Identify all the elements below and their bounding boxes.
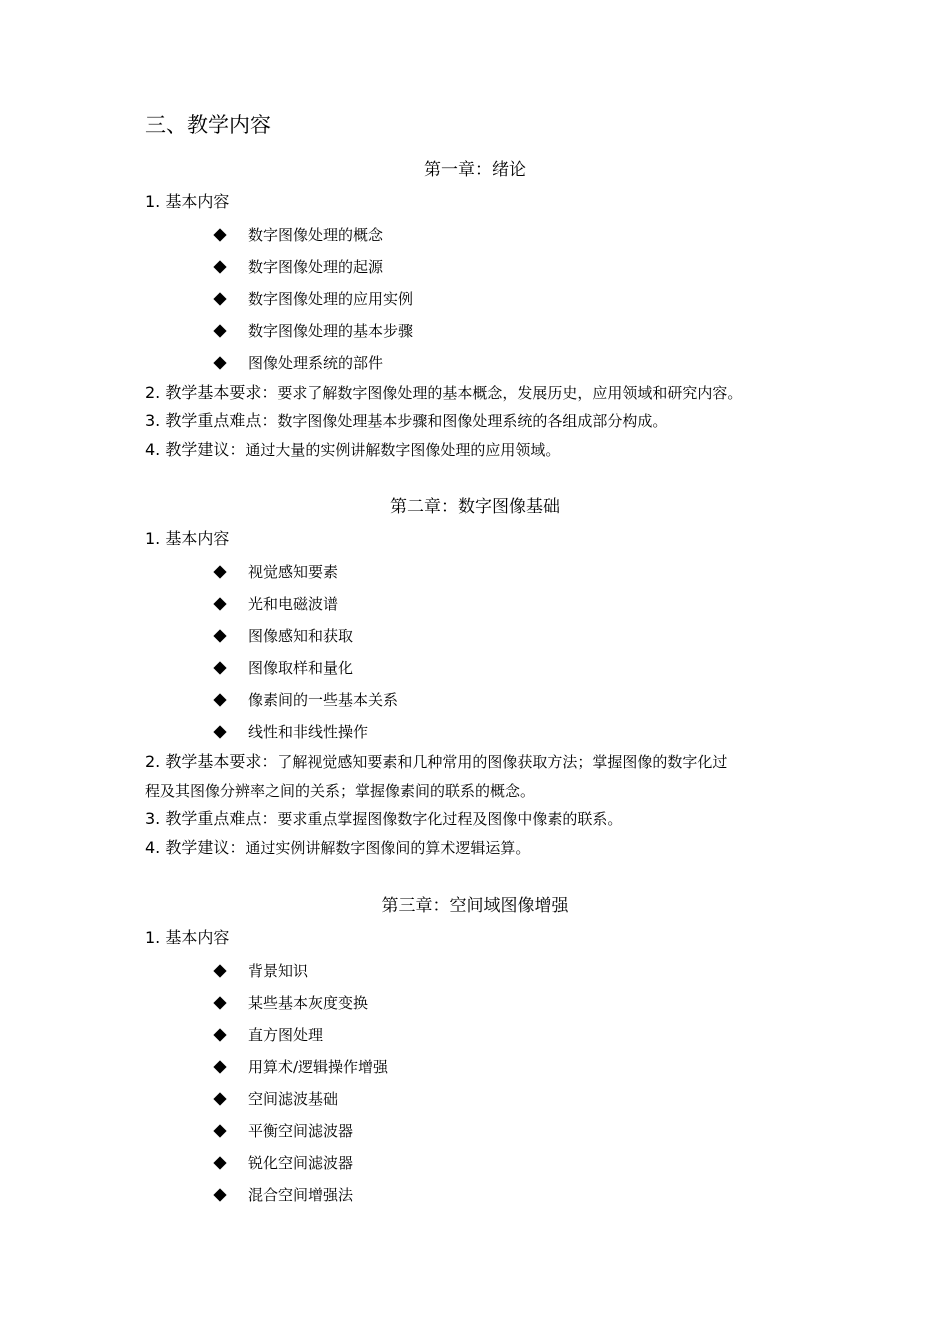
key-points-text: 数字图像处理基本步骤和图像处理系统的各组成部分构成。 xyxy=(277,412,668,430)
chapter-2-requirements xyxy=(145,751,727,773)
list-item-text: 视觉感知要素 xyxy=(248,563,339,581)
list-item xyxy=(212,288,413,310)
diamond-bullet-icon xyxy=(213,725,226,738)
diamond-bullet-icon xyxy=(213,1124,226,1137)
chapter-2-key-points xyxy=(145,808,622,830)
list-item-text: 光和电磁波谱 xyxy=(248,595,339,613)
diamond-bullet-icon xyxy=(213,356,226,369)
requirements-text: 了解视觉感知要素和几种常用的图像获取方法；掌握图像的数字化过 xyxy=(277,753,728,771)
list-item xyxy=(212,1120,353,1142)
diamond-bullet-icon xyxy=(213,1092,226,1105)
diamond-bullet-icon xyxy=(213,661,226,674)
diamond-bullet-icon xyxy=(213,693,226,706)
diamond-bullet-icon xyxy=(213,1028,226,1041)
key-points-label: 3. 教学重点难点： xyxy=(145,411,278,430)
requirements-text: 要求了解数字图像处理的基本概念，发展历史，应用领域和研究内容。 xyxy=(277,384,743,402)
list-item xyxy=(212,320,413,342)
list-item xyxy=(212,721,368,743)
list-item xyxy=(212,1056,388,1078)
list-item xyxy=(212,561,338,583)
list-item-text: 锐化空间滤波器 xyxy=(248,1154,354,1172)
list-item xyxy=(212,256,383,278)
list-item-text: 背景知识 xyxy=(248,962,309,980)
requirements-text-continued: 程及其图像分辨率之间的关系；掌握像素间的联系的概念。 xyxy=(145,782,536,800)
requirements-label: 2. 教学基本要求： xyxy=(145,383,278,402)
chapter-1-basic-label: 1. 基本内容 xyxy=(145,192,230,211)
chapter-1-key-points xyxy=(145,410,667,432)
requirements-label: 2. 教学基本要求： xyxy=(145,752,278,771)
list-item-text: 数字图像处理的基本步骤 xyxy=(248,322,414,340)
list-item xyxy=(212,992,368,1014)
list-item xyxy=(212,1024,323,1046)
chapter-2-basic-label: 1. 基本内容 xyxy=(145,529,230,548)
list-item-text: 某些基本灰度变换 xyxy=(248,994,369,1012)
diamond-bullet-icon xyxy=(213,629,226,642)
list-item xyxy=(212,1088,338,1110)
list-item-text: 用算术/逻辑操作增强 xyxy=(248,1058,389,1076)
chapter-3-basic-label: 1. 基本内容 xyxy=(145,928,230,947)
suggestions-text: 通过实例讲解数字图像间的算术逻辑运算。 xyxy=(245,839,531,857)
diamond-bullet-icon xyxy=(213,1156,226,1169)
list-item xyxy=(212,593,338,615)
list-item-text: 图像感知和获取 xyxy=(248,627,354,645)
list-item xyxy=(212,352,383,374)
diamond-bullet-icon xyxy=(213,964,226,977)
diamond-bullet-icon xyxy=(213,996,226,1009)
chapter-1-suggestions xyxy=(145,439,560,461)
key-points-text: 要求重点掌握图像数字化过程及图像中像素的联系。 xyxy=(277,810,623,828)
list-item xyxy=(212,689,398,711)
chapter-title-text: 第一章：绪论 xyxy=(424,160,526,180)
list-item-text: 线性和非线性操作 xyxy=(248,723,369,741)
diamond-bullet-icon xyxy=(213,597,226,610)
suggestions-label: 4. 教学建议： xyxy=(145,440,246,459)
chapter-1-requirements xyxy=(145,382,742,404)
chapter-title-text: 第二章：数字图像基础 xyxy=(390,497,560,517)
chapter-1-title xyxy=(0,158,950,182)
diamond-bullet-icon xyxy=(213,228,226,241)
chapter-2-suggestions xyxy=(145,837,530,859)
chapter-2-requirements-cont xyxy=(145,780,535,802)
diamond-bullet-icon xyxy=(213,1060,226,1073)
diamond-bullet-icon xyxy=(213,565,226,578)
list-item-text: 数字图像处理的起源 xyxy=(248,258,384,276)
chapter-3-title xyxy=(0,894,950,918)
diamond-bullet-icon xyxy=(213,260,226,273)
suggestions-label: 4. 教学建议： xyxy=(145,838,246,857)
list-item-text: 图像取样和量化 xyxy=(248,659,354,677)
list-item-text: 直方图处理 xyxy=(248,1026,324,1044)
diamond-bullet-icon xyxy=(213,292,226,305)
list-item xyxy=(212,657,353,679)
suggestions-text: 通过大量的实例讲解数字图像处理的应用领域。 xyxy=(245,441,561,459)
list-item-text: 混合空间增强法 xyxy=(248,1186,354,1204)
diamond-bullet-icon xyxy=(213,1188,226,1201)
list-item-text: 图像处理系统的部件 xyxy=(248,354,384,372)
list-item-text: 空间滤波基础 xyxy=(248,1090,339,1108)
chapter-title-text: 第三章：空间域图像增强 xyxy=(381,896,569,916)
list-item xyxy=(212,960,308,982)
chapter-2-title xyxy=(0,495,950,519)
list-item-text: 数字图像处理的概念 xyxy=(248,226,384,244)
list-item xyxy=(212,1184,353,1206)
key-points-label: 3. 教学重点难点： xyxy=(145,809,278,828)
list-item xyxy=(212,224,383,246)
list-item-text: 平衡空间滤波器 xyxy=(248,1122,354,1140)
section-title: 三、教学内容 xyxy=(145,113,271,137)
diamond-bullet-icon xyxy=(213,324,226,337)
list-item-text: 数字图像处理的应用实例 xyxy=(248,290,414,308)
list-item xyxy=(212,625,353,647)
list-item-text: 像素间的一些基本关系 xyxy=(248,691,399,709)
list-item xyxy=(212,1152,353,1174)
